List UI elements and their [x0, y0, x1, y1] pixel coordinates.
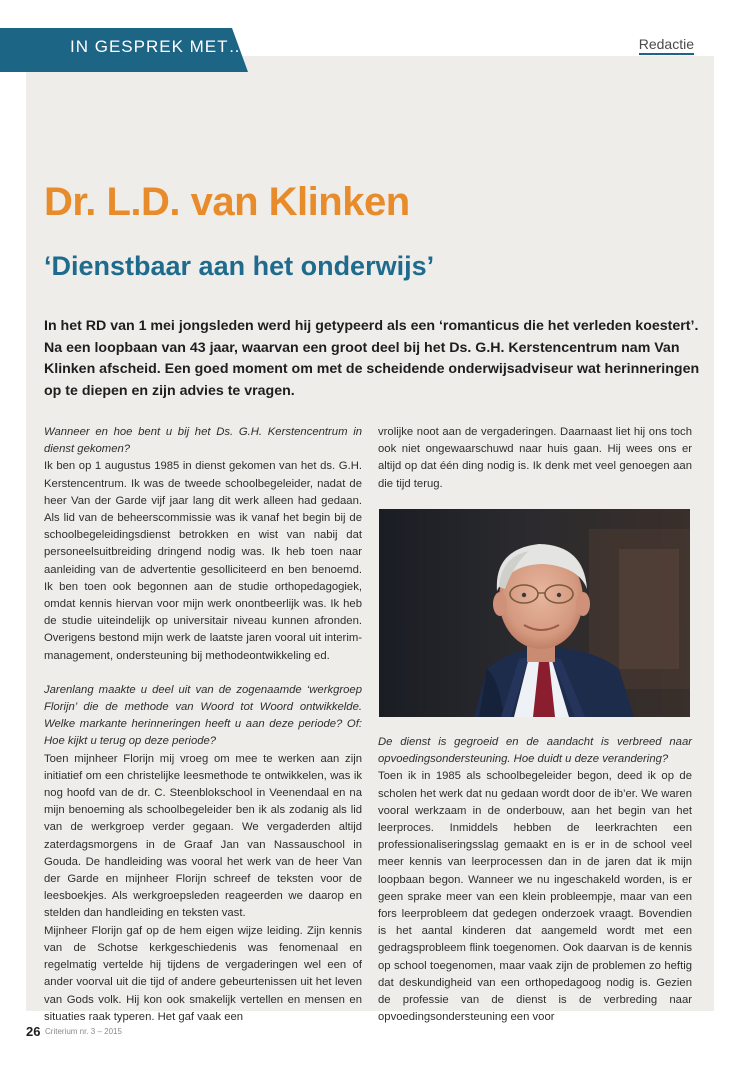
question-2: Jarenlang maakte u deel uit van de zogenaamde ‘werkgroep Florijn’ die de methode van Woord tot Woord ontwikkelde. Welke markante herinneringen heeft u aan deze periode? Of: Hoe kijkt u terug op deze periode? — [44, 683, 362, 748]
portrait-image — [379, 509, 690, 717]
answer-3: Toen ik in 1985 als schoolbegeleider begon, deed ik op de scholen het werk dat nu gedaan wordt door de ib’er. We waren vooral werkzaam in de onderbouw, aan het begin van het leerproces. Inmiddels hebben de leerkrachten een professionaliseringsslag gemaakt en is er in de school veel meer kennis van leerprocessen dan in de jaren dat ik mijn loopbaan begon. Wanneer we nu ingeschakeld worden, is er geen sprake meer van een klein probleempje, maar van een fors leerprobleem dat gedegen onderzoek vraagt. Bovendien is het aantal kinderen dat aangemeld wordt met een gedragsprobleem flink toegenomen. Ook daarvan is de kennis op school toegenomen, maar vaak zijn de problemen zo heftig dat deskundigheid van een orthopedagoog nodig is. Gezien de professie van de dienst is de verbreding naar opvoedingsondersteuning een voor — [378, 770, 692, 1024]
answer-2-end: vrolijke noot aan de vergaderingen. Daarnaast liet hij ons toch ook niet ongewaarschuwd naar huis gaan. Hij wees ons er altijd op dat één ding nodig is. Ik denk met veel genoegen aan die tijd terug. — [378, 426, 692, 490]
left-column — [44, 424, 362, 1026]
right-column-top — [378, 424, 692, 493]
answer-2-continued: Mijnheer Florijn gaf op de hem eigen wijze leiding. Zijn kennis van de Schotse kerkgeschiedenis was fenomenaal en regelmatig vertelde hij tijdens de vergaderingen wel een of ander voorval uit die tijd of andere gebeurtenissen uit het leven van Gods volk. Hij kon ook smakelijk vertellen en mensen en situaties raak typeren. Het gaf vaak een — [44, 924, 362, 1023]
question-3: De dienst is gegroeid en de aandacht is verbreed naar opvoedingsondersteuning. Hoe duidt u deze verandering? — [378, 736, 692, 766]
article-title: Dr. L.D. van Klinken — [44, 180, 410, 224]
right-column-bottom — [378, 734, 692, 1026]
banner-label: IN GESPREK MET… — [70, 37, 247, 56]
answer-1: Ik ben op 1 augustus 1985 in dienst gekomen van het ds. G.H. Kerstencentrum. Ik was de tweede schoolbegeleider, nadat de heer Van der Garde vijf jaar lang dit werk alleen had gedaan. Als lid van de beheerscommissie was ik vanaf het begin bij de schoolbegeleidingsdienst betrokken en wist van nabij dat personeelsuitbreiding dringend nodig was. Ik heb toen naar aanleiding van de advertentie gesolliciteerd en ben benoemd. Ik ben toen ook begonnen aan de studie orthopedagogiek, omdat kennis hiervan voor mijn werk onontbeerlijk was. Ik heb de studie uiteindelijk op universitair niveau kunnen afronden. Overigens bestond mijn werk de laatste jaren vooral uit interim-management, ondersteuning bij methodeontwikkeling ed. — [44, 460, 362, 662]
section-label: Redactie — [639, 36, 694, 55]
article-intro: In het RD van 1 mei jongsleden werd hij getypeerd als een ‘romanticus die het verleden koestert’. Na een loopbaan van 43 jaar, waarvan een groot deel bij het Ds. G.H. Kerstencentrum nam Van Klinken afscheid. Een goed moment om met de scheidende onderwijsadviseur wat herinneringen op te diepen en zijn advies te vragen. — [44, 318, 700, 399]
answer-2: Toen mijnheer Florijn mij vroeg om mee te werken aan zijn initiatief om een christelijke leesmethode te ontwikkelen, was ik nog hoofd van de dr. C. Steenblokschool in Veenendaal en na mijn benoeming als schoolbegeleider ben ik als zodanig als lid van de werkgroep verder gegaan. We vergaderden altijd zaterdagsmorgens in de Graaf Jan van Nassauschool in Gouda. De handleiding was vooral het werk van de heer Van der Garde en mijnheer Florijn schreef de teksten voor de leesboekjes. Als werkgroepsleden reageerden we daarop en stelden dan handleiding en teksten vast. — [44, 752, 362, 920]
page-number: 26 — [26, 1024, 41, 1039]
question-1: Wanneer en hoe bent u bij het Ds. G.H. Kerstencentrum in dienst gekomen? — [44, 426, 362, 456]
article-subtitle: ‘Dienstbaar aan het onderwijs’ — [44, 251, 435, 281]
portrait-photo — [379, 509, 690, 717]
journal-info: Criterium nr. 3 – 2015 — [45, 1027, 122, 1036]
